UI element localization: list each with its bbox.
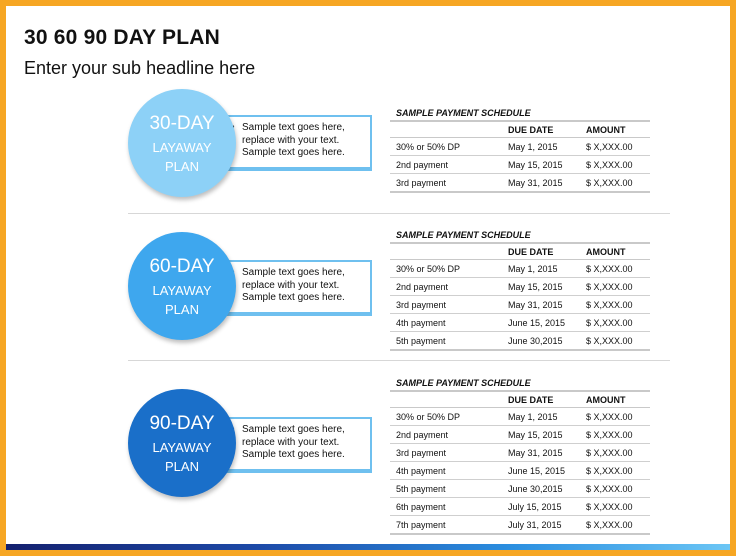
plan-30-line1: LAYAWAY: [152, 140, 212, 155]
cell: $ X,XXX.00: [586, 138, 650, 156]
schedule-title: SAMPLE PAYMENT SCHEDULE: [396, 230, 531, 240]
cell: 6th payment: [390, 498, 508, 516]
cell: 4th payment: [390, 462, 508, 480]
table-row: [390, 444, 650, 462]
header-cell: AMOUNT: [586, 243, 650, 260]
cell: $ X,XXX.00: [586, 426, 650, 444]
bullet-item: • Sample text goes here.: [242, 147, 372, 160]
footer-band: [6, 544, 730, 550]
plan-90-day-label: 90-DAY: [149, 413, 215, 434]
plan-60-bullets: [220, 267, 372, 305]
cell: June 15, 2015: [508, 462, 586, 480]
cell: $ X,XXX.00: [586, 314, 650, 332]
cell: May 31, 2015: [508, 444, 586, 462]
cell: June 30,2015: [508, 332, 586, 351]
cell: 30% or 50% DP: [390, 408, 508, 426]
header-cell: AMOUNT: [586, 391, 650, 408]
bullet-item: replace with your text.: [242, 279, 340, 291]
cell: 2nd payment: [390, 156, 508, 174]
section-divider: [128, 213, 670, 214]
schedule-table: [390, 242, 650, 351]
plan-60-text-box: [216, 260, 372, 316]
bullet-item: replace with your text.: [242, 436, 340, 448]
schedule-title: SAMPLE PAYMENT SCHEDULE: [396, 378, 531, 388]
cell: $ X,XXX.00: [586, 462, 650, 480]
table-row: [390, 516, 650, 535]
plan-60-line1: LAYAWAY: [152, 283, 212, 298]
cell: 30% or 50% DP: [390, 260, 508, 278]
cell: July 31, 2015: [508, 516, 586, 535]
cell: May 31, 2015: [508, 174, 586, 193]
cell: $ X,XXX.00: [586, 156, 650, 174]
plan-30-schedule: [390, 106, 650, 193]
schedule-table: [390, 390, 650, 535]
plan-60-day-label: 60-DAY: [149, 256, 215, 277]
table-row: [390, 498, 650, 516]
table-row: [390, 174, 650, 193]
plan-90-text-box: [216, 417, 372, 473]
cell: May 1, 2015: [508, 138, 586, 156]
header-cell: [390, 243, 508, 260]
cell: May 31, 2015: [508, 296, 586, 314]
header-cell: DUE DATE: [508, 391, 586, 408]
table-header-row: [390, 243, 650, 260]
cell: 3rd payment: [390, 444, 508, 462]
header-cell: AMOUNT: [586, 121, 650, 138]
plan-90-bullets: [220, 424, 372, 462]
table-row: [390, 278, 650, 296]
section-divider: [128, 360, 670, 361]
cell: 30% or 50% DP: [390, 138, 508, 156]
cell: 3rd payment: [390, 174, 508, 193]
table-row: [390, 156, 650, 174]
header-cell: [390, 121, 508, 138]
table-row: [390, 332, 650, 351]
plan-60-schedule: [390, 228, 650, 351]
cell: $ X,XXX.00: [586, 498, 650, 516]
cell: July 15, 2015: [508, 498, 586, 516]
table-header-row: [390, 391, 650, 408]
cell: May 15, 2015: [508, 426, 586, 444]
table-row: [390, 296, 650, 314]
bullet-item: • Sample text goes here.: [242, 292, 372, 305]
plan-60-line2: PLAN: [165, 302, 199, 317]
cell: 4th payment: [390, 314, 508, 332]
table-header-row: [390, 121, 650, 138]
cell: May 1, 2015: [508, 408, 586, 426]
plan-90-line1: LAYAWAY: [152, 440, 212, 455]
table-row: [390, 426, 650, 444]
table-row: [390, 408, 650, 426]
page-title: 30 60 90 DAY PLAN: [24, 26, 221, 49]
plan-30-bullets: [220, 122, 372, 160]
cell: May 15, 2015: [508, 278, 586, 296]
cell: 2nd payment: [390, 278, 508, 296]
table-row: [390, 314, 650, 332]
plan-90-circle: [128, 389, 236, 497]
header-cell: [390, 391, 508, 408]
bullet-item: replace with your text.: [242, 134, 340, 146]
table-row: [390, 480, 650, 498]
cell: 3rd payment: [390, 296, 508, 314]
cell: $ X,XXX.00: [586, 332, 650, 351]
cell: $ X,XXX.00: [586, 480, 650, 498]
schedule-table: [390, 120, 650, 193]
plan-30-day-label: 30-DAY: [149, 113, 215, 134]
slide: [6, 6, 730, 550]
schedule-title: SAMPLE PAYMENT SCHEDULE: [396, 108, 531, 118]
cell: $ X,XXX.00: [586, 296, 650, 314]
cell: June 15, 2015: [508, 314, 586, 332]
cell: 5th payment: [390, 480, 508, 498]
cell: $ X,XXX.00: [586, 444, 650, 462]
header-cell: DUE DATE: [508, 121, 586, 138]
plan-90-line2: PLAN: [165, 459, 199, 474]
plan-30-line2: PLAN: [165, 159, 199, 174]
plan-90-schedule: [390, 376, 650, 535]
table-row: [390, 138, 650, 156]
cell: May 1, 2015: [508, 260, 586, 278]
cell: $ X,XXX.00: [586, 278, 650, 296]
plan-30-text-box: [216, 115, 372, 171]
cell: 7th payment: [390, 516, 508, 535]
plan-60-circle: [128, 232, 236, 340]
plan-30-circle: [128, 89, 236, 197]
cell: $ X,XXX.00: [586, 174, 650, 193]
bullet-item: • Sample text goes here,: [242, 424, 372, 437]
table-row: [390, 462, 650, 480]
cell: 2nd payment: [390, 426, 508, 444]
page-subtitle: Enter your sub headline here: [24, 58, 256, 78]
cell: May 15, 2015: [508, 156, 586, 174]
table-row: [390, 260, 650, 278]
cell: June 30,2015: [508, 480, 586, 498]
cell: $ X,XXX.00: [586, 260, 650, 278]
bullet-item: • Sample text goes here,: [242, 267, 372, 280]
bullet-item: • Sample text goes here.: [242, 449, 372, 462]
header-cell: DUE DATE: [508, 243, 586, 260]
cell: $ X,XXX.00: [586, 408, 650, 426]
cell: 5th payment: [390, 332, 508, 351]
cell: $ X,XXX.00: [586, 516, 650, 535]
bullet-item: • Sample text goes here,: [242, 122, 372, 135]
